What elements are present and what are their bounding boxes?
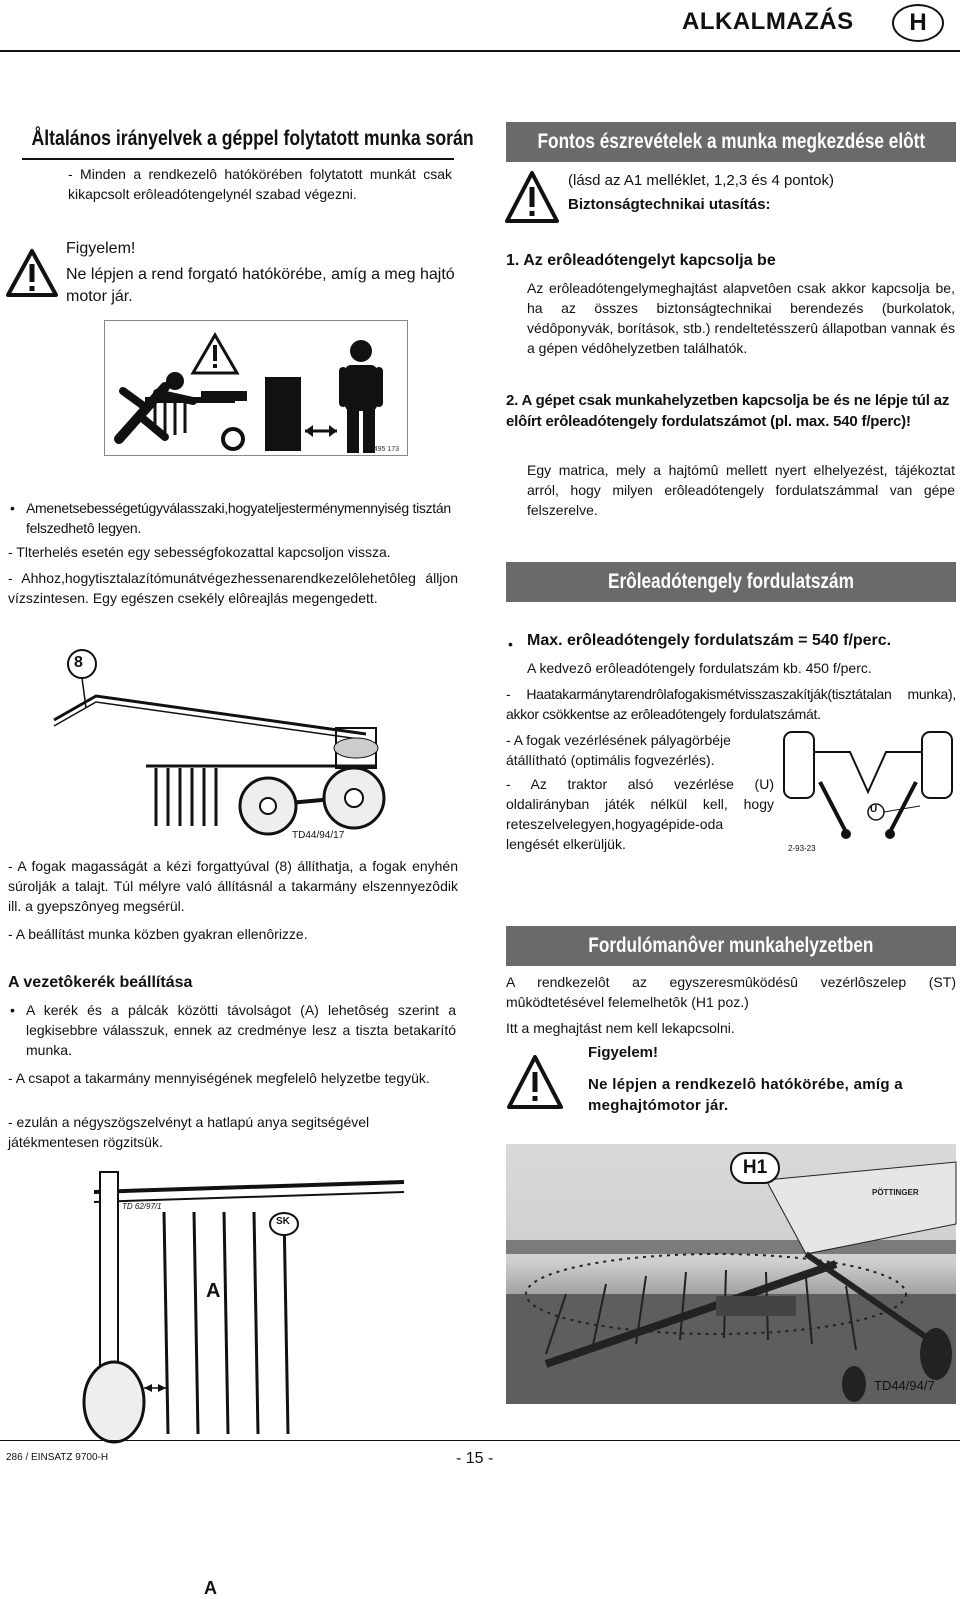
right-p3-text2: Itt a meghajtást nem kell lekapcsolni. — [506, 1020, 735, 1036]
photo-rotor-raised — [506, 1144, 956, 1404]
right-max-bullet: Max. erôleadótengely fordulatszám = 540 f/perc. — [527, 632, 892, 649]
right-safety-label: Biztonságtechnikai utasítás: — [568, 196, 771, 213]
figure-crank-adjust-art — [36, 646, 396, 842]
right-p2-title: 2. A gépet csak munkahelyzetben kapcsolja be és ne lépje túl az elôírt erôleadótengely fordulatszámot (pl. max. 540 f/perc)! — [506, 392, 950, 430]
figure-lower-link-art — [780, 722, 956, 856]
left-title-underline — [22, 158, 454, 160]
footer-rule — [0, 1440, 960, 1441]
right-section3-title-bar — [506, 926, 956, 966]
figure-rotor-warning — [104, 320, 408, 456]
warning-triangle-icon — [504, 170, 560, 224]
footer-doc-code: 286 / EINSATZ 9700-H — [6, 1452, 109, 1463]
right-max-bullet-dot: • — [508, 636, 513, 652]
left-warning-label: Figyelem! — [66, 240, 136, 257]
footer-page-number: - 15 - — [456, 1450, 494, 1467]
right-section3-title: Fordulómanôver munkahelyzetben — [588, 934, 874, 957]
figure-crank-adjust-label: 8 — [74, 654, 83, 671]
figure-lower-link — [780, 722, 956, 856]
section-letter-badge: H — [892, 4, 944, 42]
photo-rotor-raised-label: H1 — [730, 1152, 780, 1184]
warning-triangle-icon — [506, 1054, 564, 1110]
left-bullet2: A kerék és a pálcák közötti távolságot (A) lehetôség szerint a legkisebbre válasszuk, ennek az credménye lesz a tiszta betakarító munka. — [26, 1002, 456, 1058]
left-dash5: - A csapot a takarmány mennyiségének megfelelô helyzetbe tegyük. — [8, 1070, 430, 1086]
photo-rotor-raised-brand: PÖTTINGER — [872, 1188, 919, 1197]
left-dash2: - Ahhoz,hogytisztalazítómunátvégezhessenarendkezelôlehetôleg álljon vízszintesen. Egy egészen csekély elôreajlás megengedett. — [8, 570, 458, 606]
right-warning-text: Ne lépjen a rendkezelô hatókörébe, amíg a meghajtómotor jár. — [588, 1076, 903, 1114]
left-bullet1-dot: • — [10, 500, 15, 516]
right-preferred: A kedvezô erôleadótengely fordulatszám kb. 450 f/perc. — [527, 660, 872, 676]
left-subheading: A vezetôkerék beállítása — [8, 974, 193, 991]
left-item1: - Minden a rendkezelô hatókörében folytatott munkát csak kikapcsolt erôleadótengelynél szabad végezni. — [68, 166, 452, 202]
left-warning-text: Ne lépjen a rend forgató hatókörébe, amíg a meg hajtó motor jár. — [66, 266, 455, 305]
right-section2-title: Erôleadótengely fordulatszám — [608, 570, 854, 593]
right-warning-label: Figyelem! — [588, 1044, 659, 1061]
figure-crank-adjust — [36, 646, 396, 842]
figure-guide-wheel — [84, 1172, 414, 1598]
left-dash6: - ezulán a négyszögszelvényt a hatlapú anya segitségével játékmentesen rögzitsük. — [8, 1114, 370, 1150]
right-p2-text: Egy matrica, mely a hajtómû mellett nyert elhelyezést, tájékoztat arról, hogy milyen erôleadótengely fordulatszámmal van gépe felszerelve. — [527, 462, 955, 518]
warning-triangle-icon — [6, 248, 58, 298]
figure-lower-link-code: 2-93-23 — [788, 844, 816, 853]
page-header-title: ALKALMAZÁS — [682, 8, 854, 35]
figure-rotor-warning-art — [105, 321, 409, 457]
right-reference: (lásd az A1 melléklet, 1,2,3 és 4 pontok) — [568, 172, 834, 189]
figure-guide-wheel-label-a: A — [204, 1578, 217, 1598]
left-dash4: - A beállítást munka közben gyakran ellenôrizze. — [8, 926, 308, 942]
right-p3-text: A rendkezelôt az egyszeresmûködésû vezérlôszelep (ST) mûködtetésével felemelhetôk (H1 poz.) — [506, 974, 956, 1010]
figure-crank-adjust-code: TD44/94/17 — [292, 830, 345, 841]
figure-guide-wheel-label-sk: SK — [276, 1216, 290, 1227]
photo-rotor-raised-code: TD44/94/7 — [874, 1378, 935, 1393]
right-section-title: Fontos észrevételek a munka megkezdése elôtt — [537, 130, 925, 153]
right-dash1: - Haatakarmánytarendrôlafogakismétvisszaszakítják(tisztátalan munka), akkor csökkentse az erôleadótengely fordulatszámát. — [506, 686, 956, 722]
right-p1-text: Az erôleadótengelymeghajtást alapvetôen csak akkor kapcsolja be, ha az összes biztonságtechnikai berendezés (burkolatok, védôponyvák, borítások, stb.) rendeltetésszerû állapotban vannak és a gépen védôhelyzetben találhatók. — [527, 280, 955, 356]
right-section2-title-bar — [506, 562, 956, 602]
photo-rotor-raised-art — [506, 1144, 956, 1404]
figure-guide-wheel-art — [84, 1172, 414, 1444]
figure-rotor-warning-code: 495 173 — [373, 446, 399, 453]
header-rule — [0, 50, 960, 52]
left-section-title: Åltalános irányelvek a géppel folytatott munka során — [31, 127, 474, 150]
left-dash3: - A fogak magasságát a kézi forgattyúval (8) állíthatja, a fogak enyhén súrolják a talajt. Túl mélyre való állításnál a takarmány elszennyezôdik ill. a gyepszônyeg megsérül. — [8, 858, 458, 914]
right-p1-title: 1. Az erôleadótengelyt kapcsolja be — [506, 252, 776, 269]
left-bullet2-dot: • — [10, 1002, 15, 1018]
left-section-title-bar — [8, 120, 474, 158]
right-section-title-bar — [506, 122, 956, 162]
figure-guide-wheel-label-a2: A — [206, 1280, 221, 1302]
figure-lower-link-label: U — [870, 804, 878, 815]
right-dash2: - A fogak vezérlésének pályagörbéje átállítható (optimális fogvezérlés). — [506, 732, 731, 768]
left-bullet1: Amenetsebességetúgyválasszaki,hogyateljesterménymennyiség tisztán felszedhetô legyen. — [26, 500, 451, 536]
left-dash1: - Tlterhelés esetén egy sebességfokozattal kapcsoljon vissza. — [8, 544, 391, 560]
right-dash3: - Az traktor alsó vezérlése (U) oldalirányban játék nélkül kell, hogy reteszelvelegyen,hogyagépide-oda lengését elkerüljük. — [506, 776, 774, 852]
figure-guide-wheel-code: TD 62/97/1 — [122, 1202, 162, 1211]
